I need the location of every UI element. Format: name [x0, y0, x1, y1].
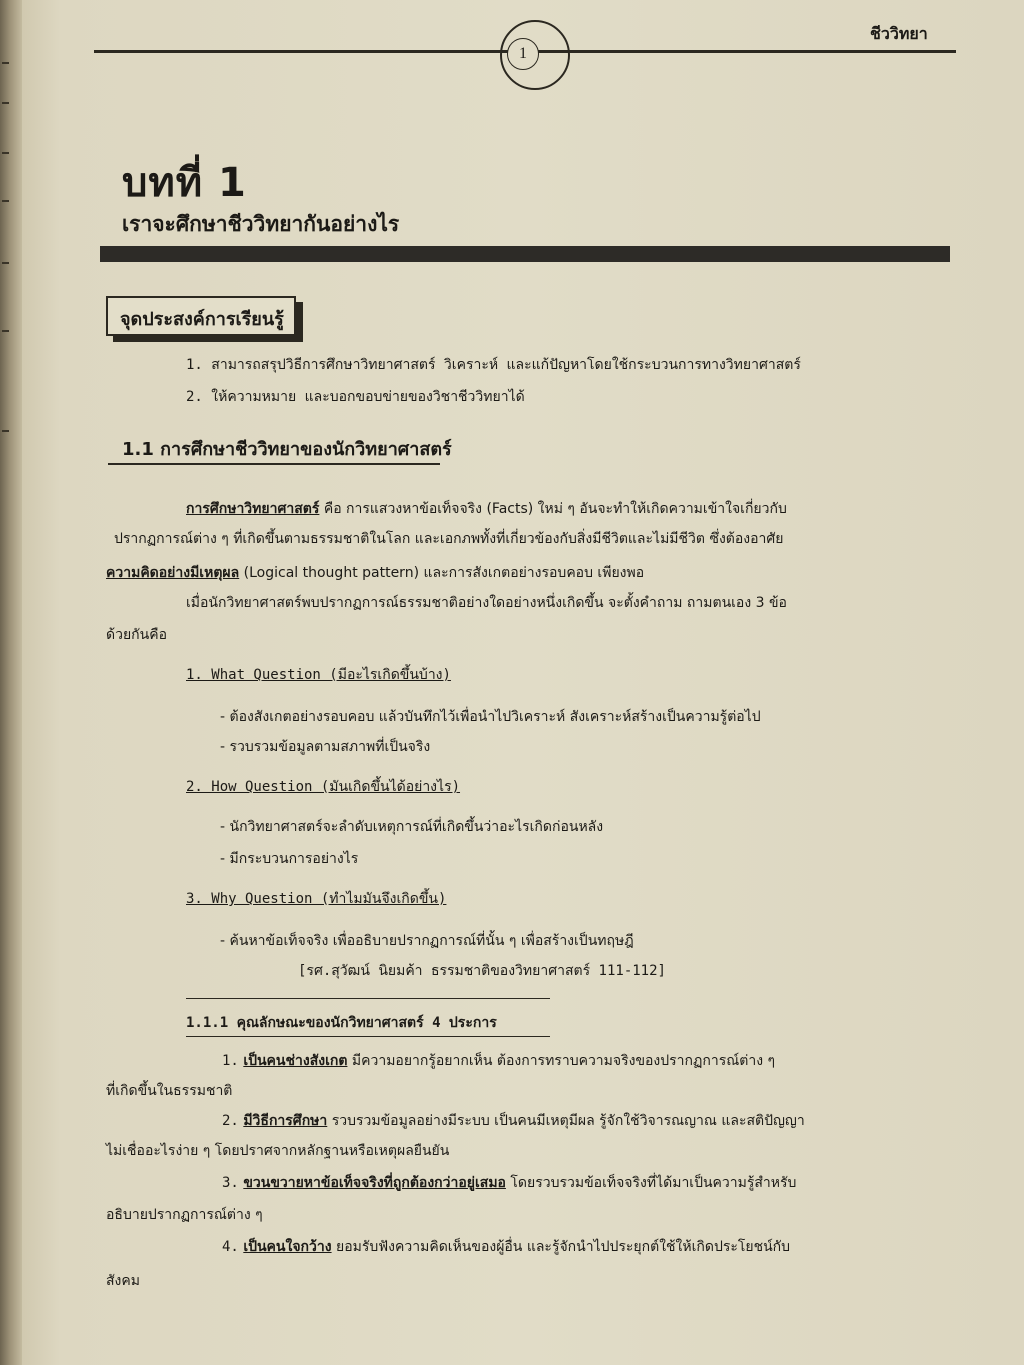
- chapter-subtitle: เราจะศึกษาชีววิทยากันอย่างไร: [122, 212, 400, 236]
- trait-text: โดยรวบรวมข้อเท็จจริงที่ได้มาเป็นความรู้สำหรับ: [505, 1175, 797, 1191]
- paragraph-line: [106, 562, 644, 584]
- trait-continuation: สังคม: [106, 1273, 140, 1289]
- trait-term: เป็นคนช่างสังเกต: [243, 1053, 348, 1069]
- trait-item: [222, 1236, 790, 1258]
- objectives-label: จุดประสงค์การเรียนรู้: [120, 309, 284, 330]
- objectives-label-box: [106, 296, 296, 336]
- binding-mark: [2, 262, 9, 264]
- binding-mark: [2, 330, 9, 332]
- book-binding-edge: [0, 0, 22, 1365]
- paragraph-line: [186, 498, 787, 520]
- section-heading-rule: [108, 463, 440, 465]
- trait-item: [222, 1172, 796, 1194]
- question-bullet: - ค้นหาข้อเท็จจริง เพื่ออธิบายปรากฏการณ์ที่นั้น ๆ เพื่อสร้างเป็นทฤษฎี: [220, 933, 634, 949]
- trait-number: 3.: [222, 1175, 239, 1191]
- paragraph-line: ด้วยกันคือ: [106, 627, 167, 643]
- key-term: การศึกษาวิทยาศาสตร์: [186, 501, 320, 517]
- trait-term: มีวิธีการศึกษา: [243, 1113, 328, 1129]
- paragraph-text: (Logical thought pattern) และการสังเกตอย่างรอบคอบ เพียงพอ: [239, 565, 645, 581]
- page-number: 1: [507, 38, 539, 70]
- trait-text: ยอมรับฟังความคิดเห็นของผู้อื่น และรู้จักนำไปประยุกต์ใช้ให้เกิดประโยชน์กับ: [331, 1239, 791, 1255]
- trait-number: 2.: [222, 1113, 239, 1129]
- trait-number: 1.: [222, 1053, 239, 1069]
- question-bullet: - นักวิทยาศาสตร์จะลำดับเหตุการณ์ที่เกิดขึ้นว่าอะไรเกิดก่อนหลัง: [220, 819, 604, 835]
- running-head: ชีววิทยา: [870, 26, 928, 43]
- question-title: 2. How Question (มันเกิดขึ้นได้อย่างไร): [186, 779, 461, 795]
- question-bullet: - มีกระบวนการอย่างไร: [220, 851, 359, 867]
- trait-term: ขวนขวายหาข้อเท็จจริงที่ถูกต้องกว่าอยู่เสมอ: [243, 1175, 506, 1191]
- trait-continuation: ที่เกิดขึ้นในธรรมชาติ: [106, 1083, 233, 1099]
- binding-mark: [2, 102, 9, 104]
- chapter-title: บทที่ 1: [122, 160, 247, 206]
- paragraph-line: เมื่อนักวิทยาศาสตร์พบปรากฏการณ์ธรรมชาติอย่างใดอย่างหนึ่งเกิดขึ้น จะตั้งคำถาม ถามตนเอง 3 ข้อ: [186, 595, 787, 611]
- trait-text: มีความอยากรู้อยากเห็น ต้องการทราบความจริงของปรากฏการณ์ต่าง ๆ: [347, 1053, 776, 1069]
- trait-term: เป็นคนใจกว้าง: [243, 1239, 332, 1255]
- binding-mark: [2, 152, 9, 154]
- objective-item: 1. สามารถสรุปวิธีการศึกษาวิทยาศาสตร์ วิเคราะห์ และแก้ปัญหาโดยใช้กระบวนการทางวิทยาศาสตร์: [186, 357, 801, 373]
- question-title: 3. Why Question (ทำไมมันจึงเกิดขึ้น): [186, 891, 447, 907]
- section-heading: 1.1 การศึกษาชีววิทยาของนักวิทยาศาสตร์: [122, 439, 452, 460]
- trait-continuation: ไม่เชื่ออะไรง่าย ๆ โดยปราศจากหลักฐานหรือเหตุผลยืนยัน: [106, 1143, 450, 1159]
- paragraph-text: คือ การแสวงหาข้อเท็จจริง (Facts) ใหม่ ๆ อันจะทำให้เกิดความเข้าใจเกี่ยวกับ: [319, 501, 787, 517]
- binding-mark: [2, 62, 9, 64]
- trait-text: รวบรวมข้อมูลอย่างมีระบบ เป็นคนมีเหตุมีผล รู้จักใช้วิจารณญาณ และสติปัญญา: [327, 1113, 805, 1129]
- objective-item: 2. ให้ความหมาย และบอกขอบข่ายของวิชาชีววิทยาได้: [186, 389, 525, 405]
- trait-number: 4.: [222, 1239, 239, 1255]
- subsection-rule-top: [186, 998, 550, 999]
- trait-item: [222, 1110, 805, 1132]
- binding-mark: [2, 200, 9, 202]
- key-term: ความคิดอย่างมีเหตุผล: [106, 565, 240, 581]
- binding-mark: [2, 430, 9, 432]
- question-title: 1. What Question (มีอะไรเกิดขึ้นบ้าง): [186, 667, 451, 683]
- subsection-rule-bottom: [186, 1036, 550, 1037]
- trait-item: [222, 1050, 775, 1072]
- question-bullet: - ต้องสังเกตอย่างรอบคอบ แล้วบันทึกไว้เพื่อนำไปวิเคราะห์ สังเคราะห์สร้างเป็นความรู้ต่อไป: [220, 709, 761, 725]
- trait-continuation: อธิบายปรากฏการณ์ต่าง ๆ: [106, 1207, 263, 1223]
- paragraph-line: ปรากฏการณ์ต่าง ๆ ที่เกิดขึ้นตามธรรมชาติในโลก และเอกภพทั้งที่เกี่ยวข้องกับสิ่งมีชีวิตและไม่มีชีวิต ซึ่งต้องอาศัย: [114, 531, 784, 547]
- subsection-heading: 1.1.1 คุณลักษณะของนักวิทยาศาสตร์ 4 ประการ: [186, 1015, 497, 1031]
- question-bullet: - รวบรวมข้อมูลตามสภาพที่เป็นจริง: [220, 739, 431, 755]
- chapter-divider-bar: [100, 246, 950, 262]
- citation: [รศ.สุวัฒน์ นิยมค้า ธรรมชาติของวิทยาศาสตร์ 111-112]: [298, 963, 666, 979]
